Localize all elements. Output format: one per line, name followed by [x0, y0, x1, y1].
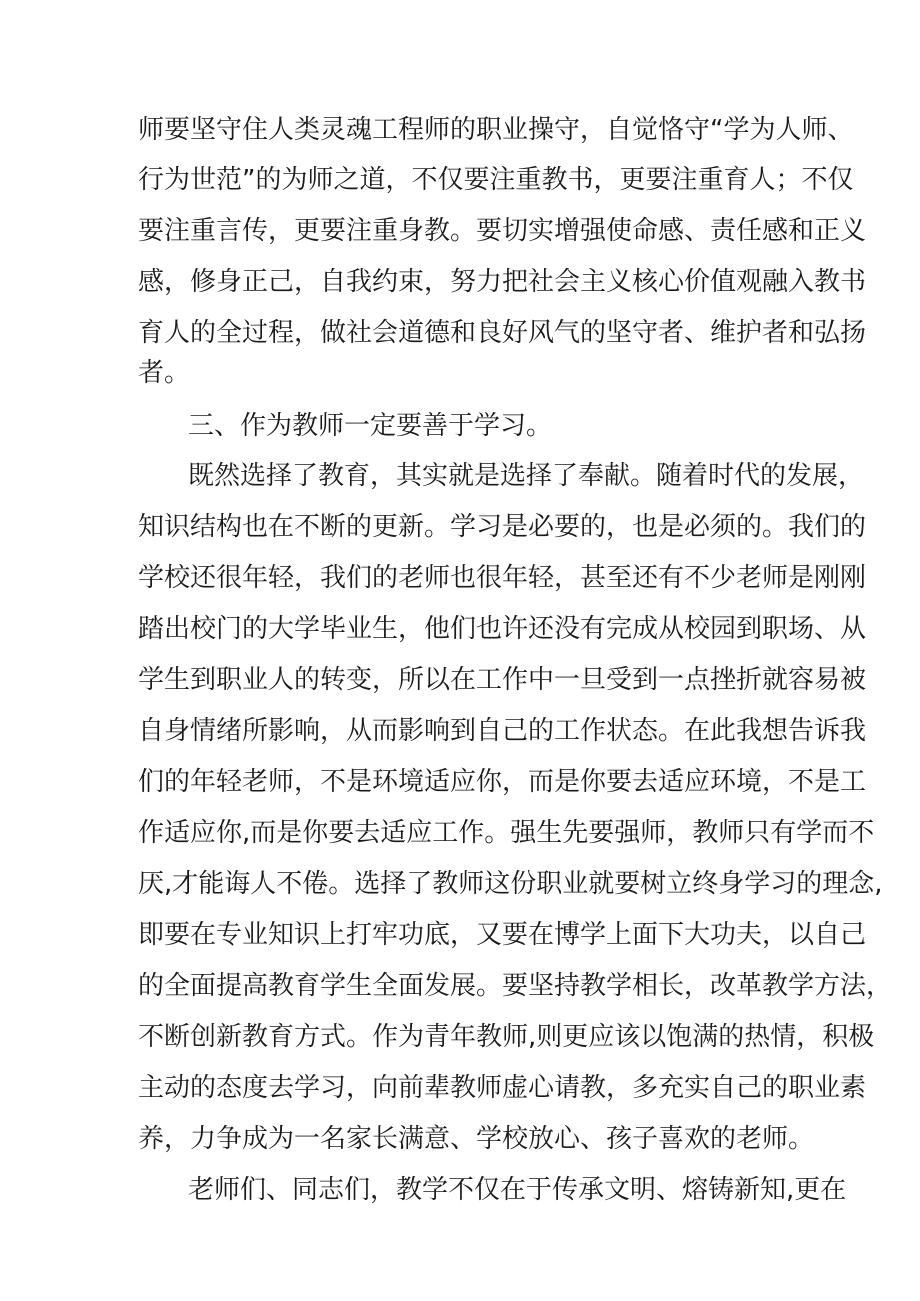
text-line-12: 学生到职业人的转变，所以在工作中一旦受到一点挫折就容易被	[138, 665, 867, 695]
text-line-21: 养，力争成为一名家长满意、学校放心、孩子喜欢的老师。	[138, 1124, 815, 1154]
text-line-16: 厌,才能诲人不倦。选择了教师这份职业就要树立终身学习的理念,	[138, 869, 883, 899]
text-line-6: 者。	[138, 358, 191, 388]
text-line-13: 自身情绪所影响，从而影响到自己的工作状态。在此我想告诉我	[138, 716, 867, 746]
section-heading: 三、作为教师一定要善于学习。	[188, 411, 553, 441]
text-line-2: 行为世范”的为师之道，不仅要注重教书，更要注重育人；不仅	[138, 165, 854, 195]
text-line-15: 作适应你,而是你要去适应工作。强生先要强师，教师只有学而不	[138, 818, 875, 848]
text-line-9: 知识结构也在不断的更新。学习是必要的，也是必须的。我们的	[138, 512, 867, 542]
text-line-5: 育人的全过程，做社会道德和良好风气的坚守者、维护者和弘扬	[138, 318, 867, 348]
text-line-8: 既然选择了教育，其实就是选择了奉献。随着时代的发展，	[188, 461, 865, 491]
text-line-22: 老师们、同志们，教学不仅在于传承文明、熔铸新知,更在	[188, 1175, 847, 1205]
text-line-18: 的全面提高教育学生全面发展。要坚持教学相长，改革教学方法，	[138, 971, 893, 1001]
text-line-3: 要注重言传，更要注重身教。要切实增强使命感、责任感和正义	[138, 216, 867, 246]
text-line-19: 不断创新教育方式。作为青年教师,则更应该以饱满的热情，积极	[138, 1022, 875, 1052]
text-line-20: 主动的态度去学习，向前辈教师虚心请教，多充实自己的职业素	[138, 1073, 867, 1103]
text-line-4: 感，修身正己，自我约束，努力把社会主义核心价值观融入教书	[138, 267, 867, 297]
text-line-1: 师要坚守住人类灵魂工程师的职业操守，自觉恪守“学为人师、	[138, 115, 854, 145]
text-line-11: 踏出校门的大学毕业生，他们也许还没有完成从校园到职场、从	[138, 614, 867, 644]
text-line-14: 们的年轻老师，不是环境适应你，而是你要去适应环境，不是工	[138, 767, 867, 797]
text-line-17: 即要在专业知识上打牢功底，又要在博学上面下大功夫，以自己	[138, 920, 867, 950]
text-line-10: 学校还很年轻，我们的老师也很年轻，甚至还有不少老师是刚刚	[138, 563, 867, 593]
